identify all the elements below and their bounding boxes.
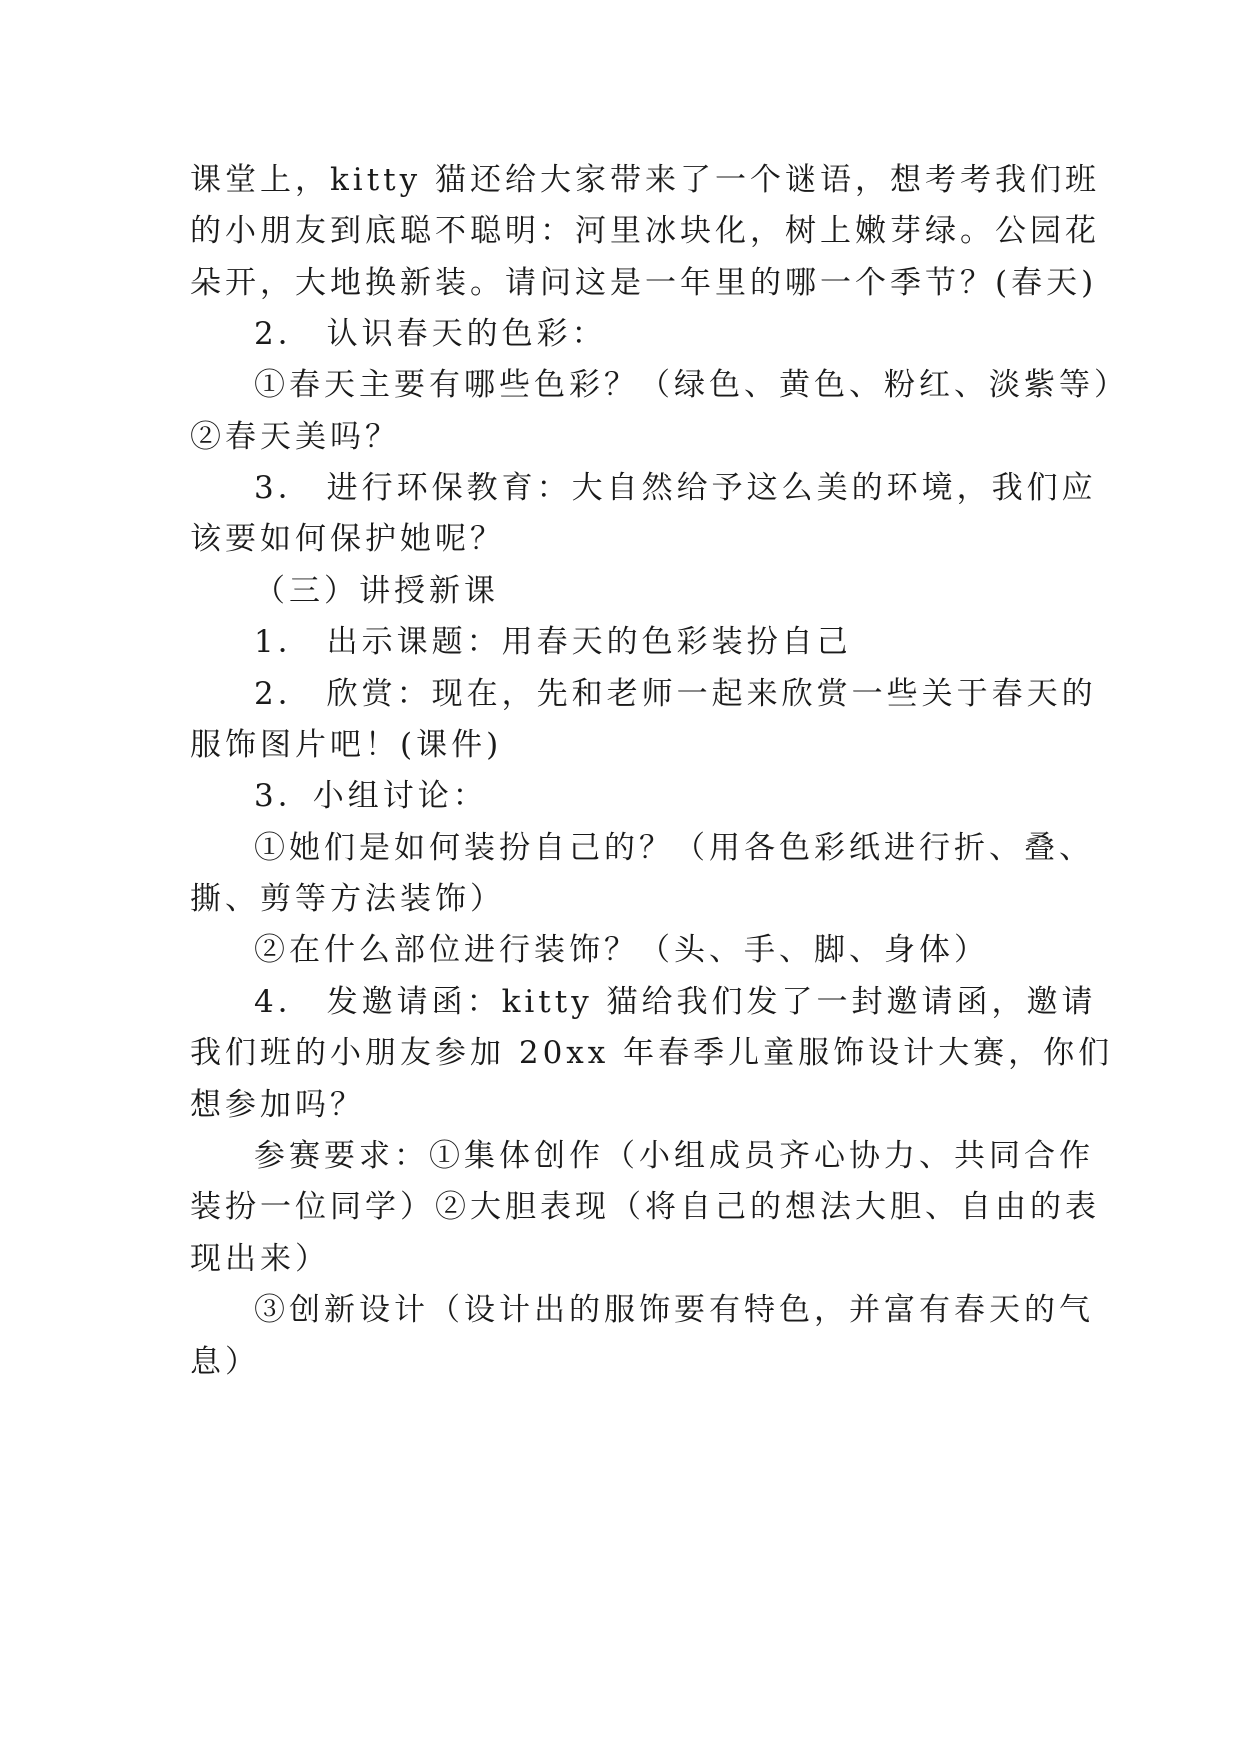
text-line: 撕、剪等方法装饰） xyxy=(190,881,505,917)
text-line: ②在什么部位进行装饰？（头、手、脚、身体） xyxy=(254,932,989,968)
text-line: 1． 出示课题：用春天的色彩装扮自己 xyxy=(254,624,852,660)
text-line: 4． 发邀请函：kitty 猫给我们发了一封邀请函，邀请 xyxy=(254,984,1097,1020)
text-line: 装扮一位同学）②大胆表现（将自己的想法大胆、自由的表 xyxy=(190,1189,1100,1225)
text-line: 该要如何保护她呢？ xyxy=(190,521,505,557)
text-line: ②春天美吗？ xyxy=(190,419,400,455)
text-line: 服饰图片吧！(课件) xyxy=(190,727,503,763)
section-heading: （三）讲授新课 xyxy=(254,573,499,609)
text-line: 想参加吗？ xyxy=(190,1087,365,1123)
text-line: 息） xyxy=(190,1344,260,1380)
text-line: 2． 欣赏：现在，先和老师一起来欣赏一些关于春天的 xyxy=(254,676,1097,712)
text-line: ①春天主要有哪些色彩？（绿色、黄色、粉红、淡紫等） xyxy=(254,367,1129,403)
text-line: ①她们是如何装扮自己的？（用各色彩纸进行折、叠、 xyxy=(254,830,1094,866)
text-line: 现出来） xyxy=(190,1241,330,1277)
text-line: 的小朋友到底聪不聪明：河里冰块化，树上嫩芽绿。公园花 xyxy=(190,213,1100,249)
text-line: 2． 认识春天的色彩： xyxy=(254,316,607,352)
text-line: 参赛要求：①集体创作（小组成员齐心协力、共同合作 xyxy=(254,1138,1094,1174)
text-line: ③创新设计（设计出的服饰要有特色，并富有春天的气 xyxy=(254,1292,1094,1328)
text-line: 我们班的小朋友参加 20xx 年春季儿童服饰设计大赛，你们 xyxy=(190,1035,1114,1071)
text-line: 3． 进行环保教育：大自然给予这么美的环境，我们应 xyxy=(254,470,1097,506)
text-line: 课堂上，kitty 猫还给大家带来了一个谜语，想考考我们班 xyxy=(190,162,1100,198)
text-line: 朵开，大地换新装。请问这是一年里的哪一个季节？(春天) xyxy=(190,265,1098,301)
text-line: 3．小组讨论： xyxy=(254,778,488,814)
